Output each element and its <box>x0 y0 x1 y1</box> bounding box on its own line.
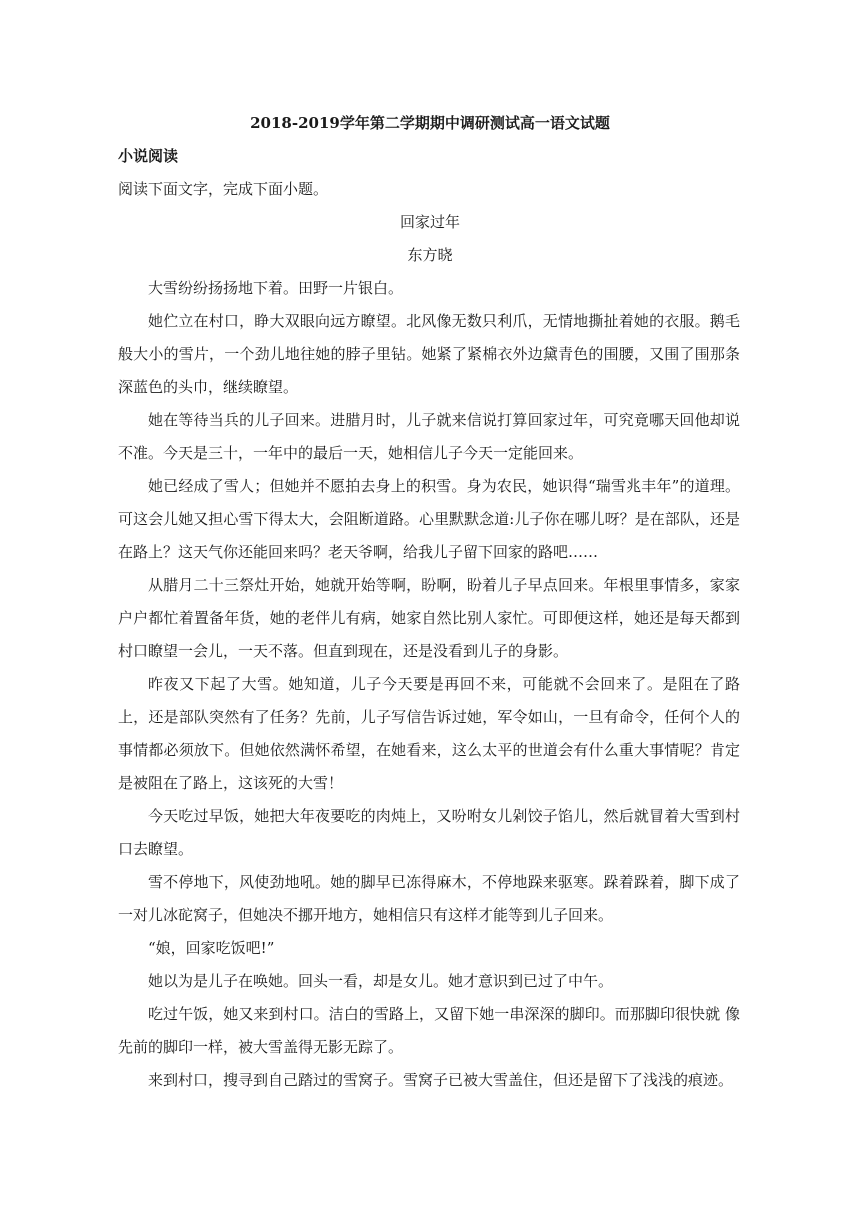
paragraph: 来到村口，搜寻到自己踏过的雪窝子。雪窝子已被大雪盖住，但还是留下了浅浅的痕迹。 <box>148 1071 734 1089</box>
section-heading: 小说阅读 <box>118 147 179 165</box>
story-title: 回家过年 <box>399 213 460 231</box>
paragraph: “娘，回家吃饭吧!” <box>148 939 275 957</box>
story-body <box>118 272 740 1097</box>
paragraph: 从腊月二十三祭灶开始，她就开始等啊，盼啊，盼着儿子早点回来。年根里事情多，家家户户都忙着置备年货，她的老伴儿有病，她家自然比别人家忙。可即便这样，她还是每天都到村口瞭望一会儿，一天不落。但直到现在，还是没看到儿子的身影。 <box>118 576 740 660</box>
paragraph: 昨夜又下起了大雪。她知道，儿子今天要是再回不来，可能就不会回来了。是阻在了路上，还是部队突然有了任务？先前，儿子写信告诉过她，军令如山，一旦有命令，任何个人的事情都必须放下。但她依然满怀希望，在她看来，这么太平的世道会有什么重大事情呢？肯定是被阻在了路上，这该死的大雪！ <box>118 675 740 792</box>
story-author: 东方晓 <box>407 246 453 264</box>
paragraph: 今天吃过早饭，她把大年夜要吃的肉炖上，又吩咐女儿剁饺子馅儿，然后就冒着大雪到村口去瞭望。 <box>118 807 740 858</box>
paragraph: 吃过午饭，她又来到村口。洁白的雪路上，又留下她一串深深的脚印。而那脚印很快就 像先前的脚印一样，被大雪盖得无影无踪了。 <box>118 1005 740 1056</box>
paragraph: 雪不停地下，风使劲地吼。她的脚早已冻得麻木，不停地跺来驱寒。跺着跺着，脚下成了一对儿冰砣窝子，但她决不挪开地方，她相信只有这样才能等到儿子回来。 <box>118 873 740 924</box>
instruction-text: 阅读下面文字，完成下面小题。 <box>118 180 329 198</box>
document-title: 2018-2019学年第二学期期中调研测试高一语文试题 <box>250 114 610 132</box>
paragraph: 她在等待当兵的儿子回来。进腊月时，儿子就来信说打算回家过年，可究竟哪天回他却说不准。今天是三十，一年中的最后一天，她相信儿子今天一定能回来。 <box>118 411 740 462</box>
paragraph: 她以为是儿子在唤她。回头一看，却是女儿。她才意识到已过了中午。 <box>148 972 614 990</box>
paragraph: 大雪纷纷扬扬地下着。田野一片银白。 <box>148 279 404 297</box>
paragraph: 她已经成了雪人；但她并不愿拍去身上的积雪。身为农民，她识得“瑞雪兆丰年”的道理。可这会儿她又担心雪下得太大，会阻断道路。心里默默念道:儿子你在哪儿呀？是在部队，还是在路上？这天气你还能回来吗？老天爷啊，给我儿子留下回家的路吧…… <box>118 477 740 561</box>
paragraph: 她伫立在村口，睁大双眼向远方瞭望。北风像无数只利爪，无情地撕扯着她的衣服。鹅毛般大小的雪片，一个劲儿地往她的脖子里钻。她紧了紧棉衣外边黛青色的围腰，又围了围那条深蓝色的头巾，继续瞭望。 <box>118 312 740 396</box>
